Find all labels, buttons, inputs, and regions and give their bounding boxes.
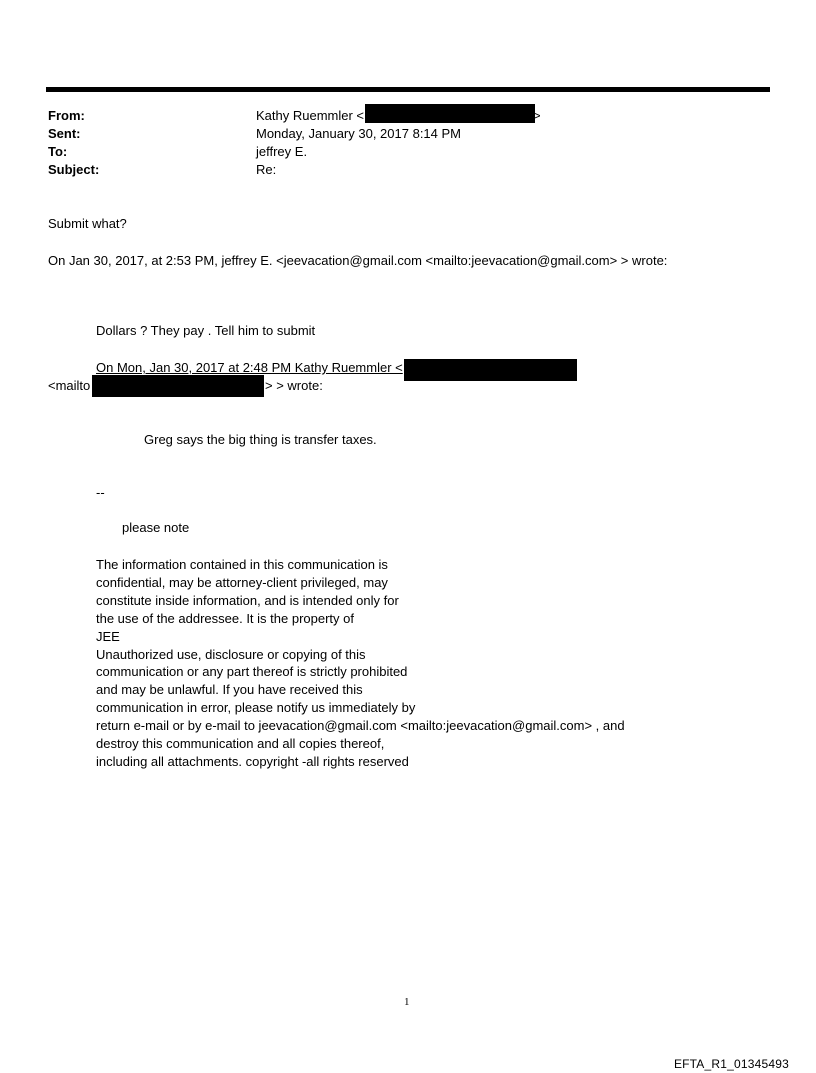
disclaimer-line: Unauthorized use, disclosure or copying of this bbox=[96, 646, 366, 662]
disclaimer-line: including all attachments. copyright -all rights reserved bbox=[96, 753, 409, 769]
disclaimer-line: constitute inside information, and is intended only for bbox=[96, 592, 399, 608]
quote2-header-line1: On Mon, Jan 30, 2017 at 2:48 PM Kathy Ruemmler < bbox=[96, 360, 403, 375]
redaction-box bbox=[92, 375, 264, 397]
quote2-header-line2-start: <mailto bbox=[48, 378, 91, 393]
signature-separator: -- bbox=[96, 485, 105, 500]
subject-label: Subject: bbox=[48, 162, 100, 177]
reply-text: Submit what? bbox=[48, 216, 127, 231]
quote2-header-line2-end: > > wrote: bbox=[265, 378, 323, 393]
disclaimer-block bbox=[96, 556, 625, 771]
sent-label: Sent: bbox=[48, 126, 81, 141]
disclaimer-line: communication or any part thereof is strictly prohibited bbox=[96, 664, 408, 680]
document-id: EFTA_R1_01345493 bbox=[673, 1057, 789, 1071]
from-name: Kathy Ruemmler < bbox=[256, 108, 365, 123]
redaction-box bbox=[404, 359, 577, 381]
from-value-end: > bbox=[533, 108, 541, 123]
subject-value: Re: bbox=[256, 162, 277, 177]
disclaimer-line: return e-mail or by e-mail to jeevacation@gmail.com <mailto:jeevacation@gmail.com> , and bbox=[96, 718, 625, 734]
from-label: From: bbox=[48, 108, 85, 123]
disclaimer-line: communication in error, please notify us immediately by bbox=[96, 700, 416, 716]
quote2-text: Greg says the big thing is transfer taxes. bbox=[144, 432, 377, 447]
quote1-header: On Jan 30, 2017, at 2:53 PM, jeffrey E. <jeevacation@gmail.com <mailto:jeevacation@gmail.com> > wrote: bbox=[48, 253, 668, 268]
header-divider bbox=[46, 87, 770, 92]
please-note: please note bbox=[122, 520, 190, 535]
disclaimer-line: The information contained in this communication is bbox=[96, 557, 388, 572]
disclaimer-line: confidential, may be attorney-client privileged, may bbox=[96, 574, 388, 590]
to-label: To: bbox=[48, 144, 68, 159]
sent-value: Monday, January 30, 2017 8:14 PM bbox=[256, 126, 461, 141]
to-value: jeffrey E. bbox=[256, 144, 308, 159]
disclaimer-line: JEE bbox=[96, 628, 120, 644]
disclaimer-line: the use of the addressee. It is the property of bbox=[96, 610, 354, 626]
disclaimer-line: and may be unlawful. If you have received this bbox=[96, 682, 363, 698]
redaction-box bbox=[365, 104, 535, 123]
page-number: 1 bbox=[404, 996, 410, 1008]
disclaimer-line: destroy this communication and all copies thereof, bbox=[96, 736, 385, 752]
quote1-text: Dollars ? They pay . Tell him to submit bbox=[96, 323, 316, 338]
from-value bbox=[256, 107, 364, 125]
